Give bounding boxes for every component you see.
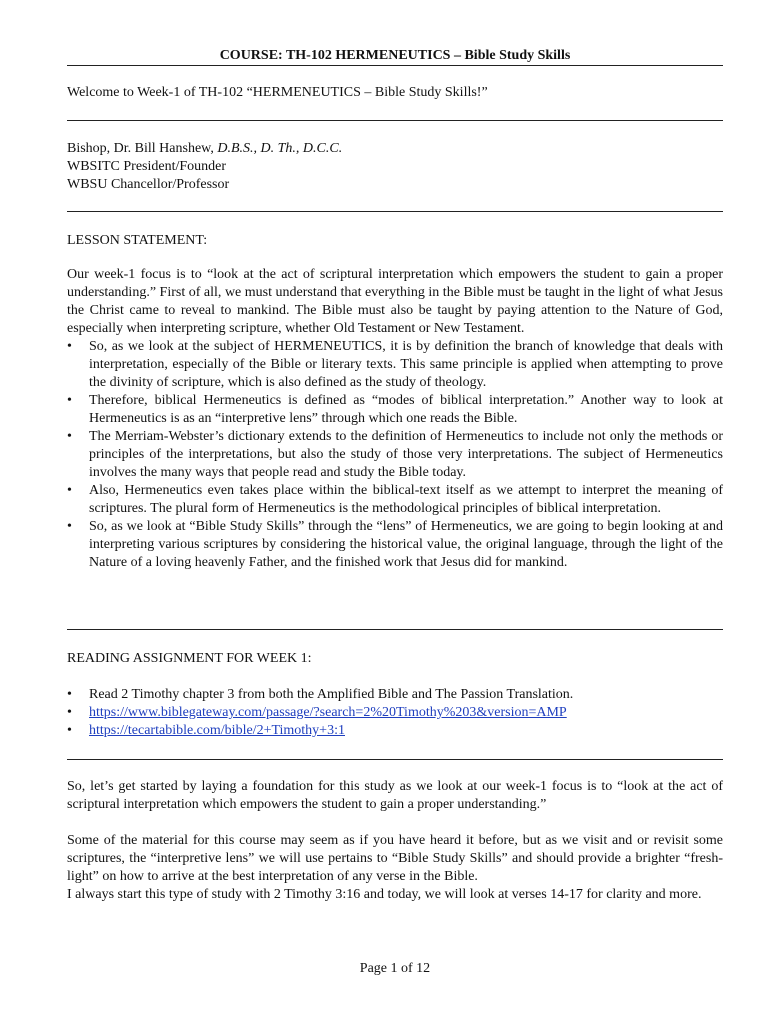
lesson-bullet-text: Therefore, biblical Hermeneutics is defined as “modes of biblical interpretation.” Another way to look at Hermeneutics is as an “interpretive lens” through which one reads the Bible. [89, 393, 723, 426]
reading-item-3 [67, 722, 723, 740]
bullet-icon: • [67, 519, 72, 534]
lesson-bullet-3 [67, 428, 723, 482]
lesson-bullet-4 [67, 482, 723, 518]
reading-heading: READING ASSIGNMENT FOR WEEK 1: [67, 651, 312, 666]
reading-bullet-list [67, 686, 723, 740]
lesson-heading: LESSON STATEMENT: [67, 233, 208, 248]
lesson-bullet-1 [67, 338, 723, 392]
body-paragraph-1: So, let’s get started by laying a foundation for this study as we look at our week-1 focus is to “look at the act of scriptural interpretation which empowers the student to gain a proper understanding.” [67, 779, 723, 812]
author-role-chancellor: WBSU Chancellor/Professor [67, 177, 230, 192]
body-paragraph-2: Some of the material for this course may seem as if you have heard it before, but as we visit and or revisit some scriptures, the “interpretive lens” we will use pertains to “Bible Study Skills” and should provide a brighter “fresh-light” on how to arrive at the best interpretation of any verse in the Bible. [67, 833, 723, 884]
divider-1 [67, 120, 723, 121]
lesson-bullet-5 [67, 518, 723, 572]
lesson-intro: Our week-1 focus is to “look at the act of scriptural interpretation which empowers the student to gain a proper understanding.” First of all, we must understand that everything in the Bible must be taught in the light of what Jesus the Christ came to reveal to mankind. The Bible must also be taught by paying attention to the Nature of God, especially when interpreting scripture, whether Old Testament or New Testament. [67, 267, 723, 336]
divider-4 [67, 759, 723, 760]
body-paragraph-3: I always start this type of study with 2 Timothy 3:16 and today, we will look at verses 14-17 for clarity and more. [67, 887, 702, 902]
reading-item-text: Read 2 Timothy chapter 3 from both the Amplified Bible and The Passion Translation. [89, 687, 574, 702]
tecartabible-link[interactable]: https://tecartabible.com/bible/2+Timothy+3:1 [89, 723, 345, 738]
bullet-icon: • [67, 393, 72, 408]
author-credentials: D.B.S., D. Th., D.C.C. [217, 141, 343, 156]
author-role-president: WBSITC President/Founder [67, 159, 227, 174]
reading-item-1 [67, 686, 723, 704]
author-line [67, 140, 342, 158]
bullet-icon: • [67, 483, 72, 498]
bullet-icon: • [67, 687, 72, 702]
reading-item-2 [67, 704, 723, 722]
course-title: COURSE: TH-102 HERMENEUTICS – Bible Study Skills [219, 48, 571, 63]
author-name: Bishop, Dr. Bill Hanshew, [67, 141, 218, 156]
welcome-line: Welcome to Week-1 of TH-102 “HERMENEUTICS – Bible Study Skills!” [67, 85, 488, 100]
bullet-icon: • [67, 339, 72, 354]
lesson-bullet-text: Also, Hermeneutics even takes place within the biblical-text itself as we attempt to interpret the meaning of scriptures. The plural form of Hermeneutics is the methodological principles of biblical interpretation. [89, 483, 723, 516]
bullet-icon: • [67, 705, 72, 720]
lesson-bullet-text: So, as we look at the subject of HERMENEUTICS, it is by definition the branch of knowledge that deals with interpretation, especially of the Bible or literary texts. This same principle is applied when attempting to prove the divinity of scripture, which is also defined as the study of theology. [89, 339, 723, 390]
lesson-bullet-2 [67, 392, 723, 428]
lesson-bullet-text: The Merriam-Webster’s dictionary extends to the definition of Hermeneutics to include not only the methods or principles of the interpretations, but also the study of those very interpretations. The subject of Hermeneutics involves the many ways that people read and study the Bible today. [89, 429, 723, 480]
document-page [67, 0, 723, 1024]
lesson-bullet-list [67, 338, 723, 572]
lesson-bullet-text: So, as we look at “Bible Study Skills” through the “lens” of Hermeneutics, we are going to begin looking at and interpreting various scriptures by considering the historical value, the original language, through the light of the Nature of a loving heavenly Father, and the finished work that Jesus did for mankind. [89, 519, 723, 570]
biblegateway-link[interactable]: https://www.biblegateway.com/passage/?search=2%20Timothy%203&version=AMP [89, 705, 567, 720]
divider-3 [67, 629, 723, 630]
page-number: Page 1 of 12 [359, 961, 431, 976]
bullet-icon: • [67, 723, 72, 738]
header-rule [67, 65, 723, 66]
divider-2 [67, 211, 723, 212]
bullet-icon: • [67, 429, 72, 444]
